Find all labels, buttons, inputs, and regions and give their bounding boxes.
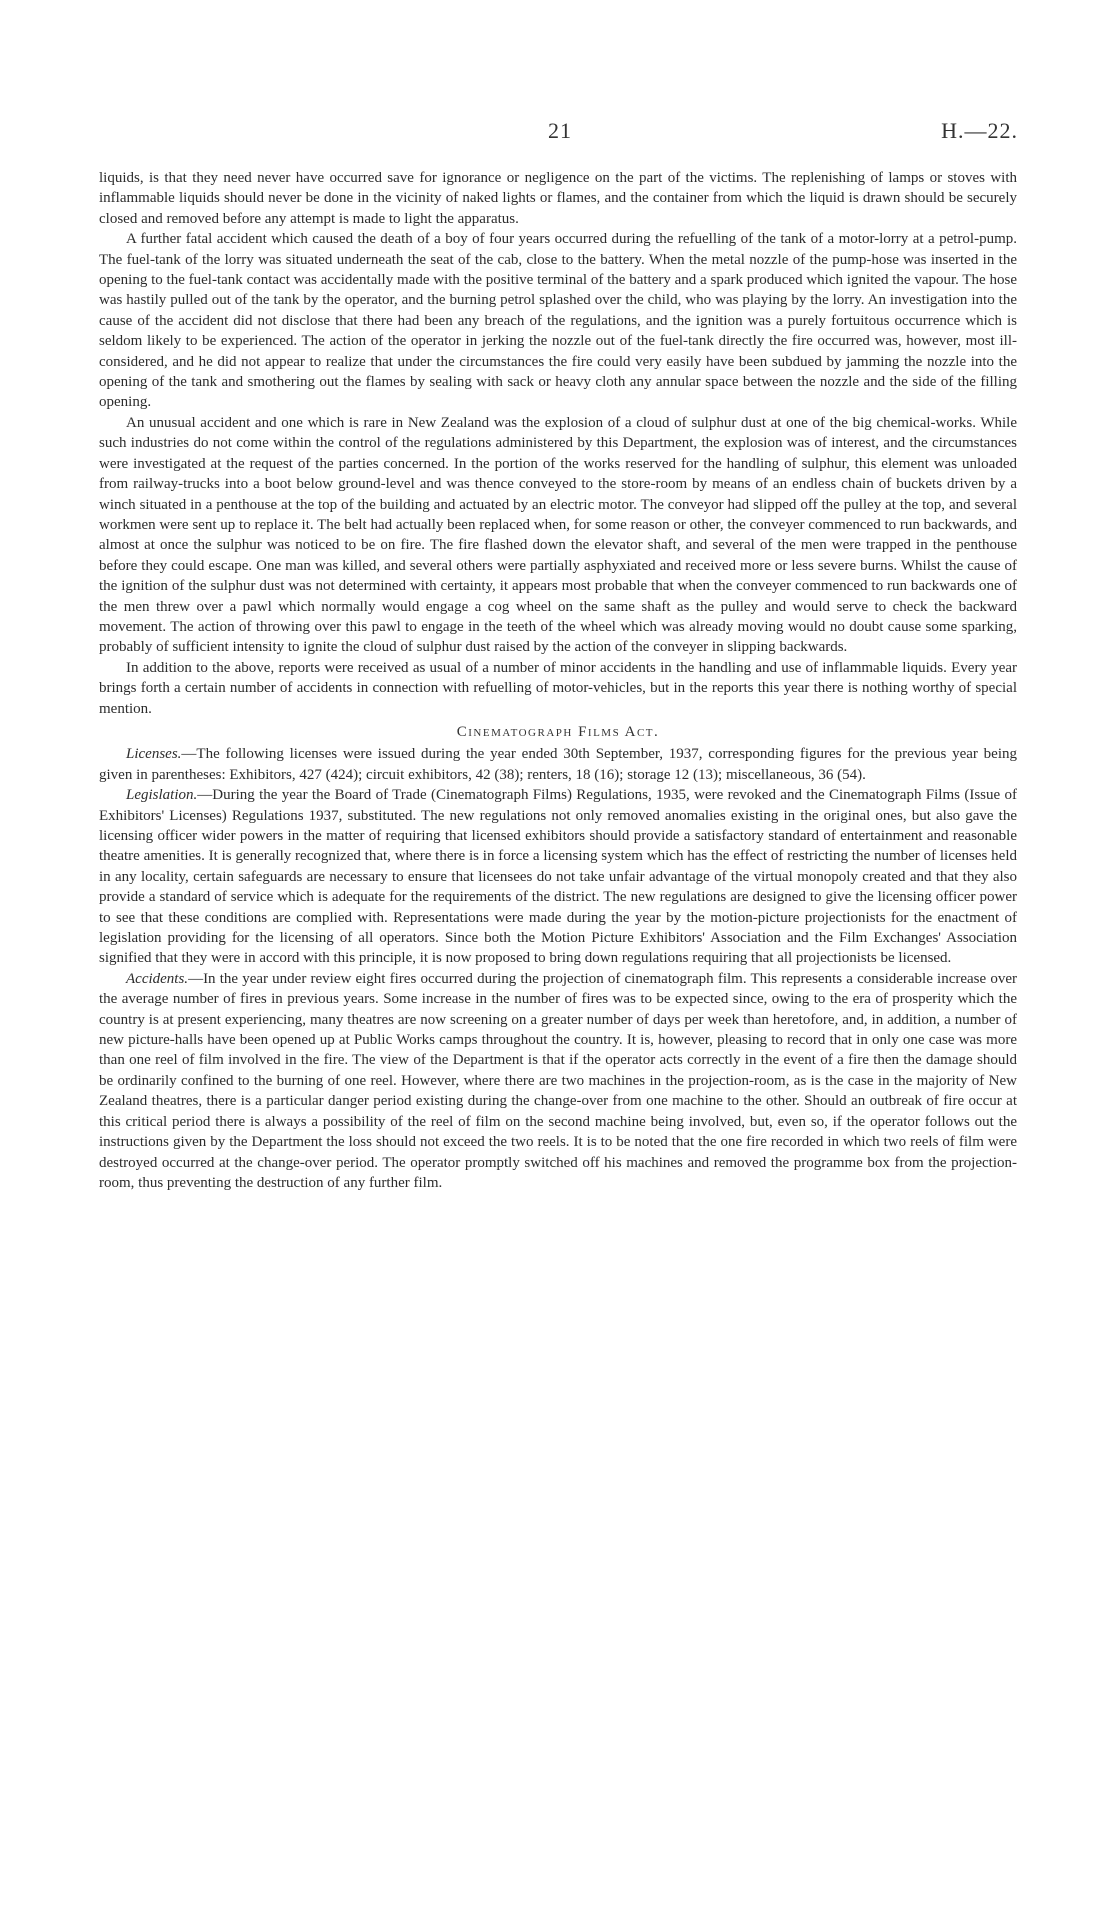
section-heading-cinematograph: Cinematograph Films Act.	[456, 723, 660, 740]
paragraph-sulphur-explosion: An unusual accident and one which is rare in New Zealand was the explosion of a cloud of sulphur dust at one of the big chemical-works. While such industries do not come within the control of the regulations administered by this Department, the explosion was of interest, and the circumstances were investigated at the request of the parties concerned. In the portion of the works reserved for the handling of sulphur, this element was unloaded from railway-trucks into a boot below ground-level and was thence conveyed to the store-room by means of an endless chain of buckets driven by a winch situated in a penthouse at the top of the building and actuated by an electric motor. The conveyor had slipped off the pulley at the top, and several workmen were sent up to replace it. The belt had actually been replaced when, for some reason or other, the conveyer commenced to run backwards, and almost at once the sulphur was noticed to be on fire. The fire flashed down the elevator shaft, and several of the men were trapped in the penthouse before they could escape. One man was killed, and several others were partially asphyxiated and received more or less severe burns. Whilst the cause of the ignition of the sulphur dust was not determined with certainty, it appears most probable that when the conveyer commenced to run backwards one of the men threw over a pawl which normally would engage a cog wheel on the same shaft as the pulley and would serve to check the backward movement. The action of throwing over this pawl to engage in the teeth of the wheel which was already moving would no doubt cause some sparking, probably of sufficient intensity to ignite the cloud of sulphur dust raised by the action of the conveyer in slipping backwards.	[99, 414, 1017, 656]
accidents-text: —In the year under review eight fires occurred during the projection of cinematograph film. This represents a considerable increase over the average number of fires in previous years. Some increase in the number of fires was to be expected since, owing to the era of prosperity which the country is at present experiencing, many theatres are now screening on a greater number of days per week than heretofore, and, in addition, a number of new picture-halls have been opened up at Public Works camps throughout the country. It is, however, pleasing to record that in only one case was more than one reel of film involved in the fire. The view of the Department is that if the operator acts correctly in the event of a fire then the damage should be ordinarily confined to the burning of one reel. However, where there are two machines in the projection-room, as is the case in the majority of New Zealand theatres, there is a particular danger period existing during the change-over from one machine to the other. Should an outbreak of fire occur at this critical period there is always a possibility of the reel of film on the second machine being involved, but, even so, if the operator follows out the instructions given by the Department the loss should not exceed the two reels. It is to be noted that the one fire recorded in which two reels of film were destroyed occurred at the change-over period. The operator promptly switched off his machines and removed the programme box from the projection-room, thus preventing the destruction of any further film.	[99, 970, 1017, 1191]
paragraph-continued: liquids, is that they need never have occurred save for ignorance or negligence on the part of the victims. The replenishing of lamps or stoves with inflammable liquids should never be done in the vicinity of naked lights or flames, and the container from which the liquid is drawn should be securely closed and removed before any attempt is made to light the apparatus.	[99, 170, 1017, 227]
legislation-lead: Legislation.	[126, 787, 198, 804]
legislation-text: —During the year the Board of Trade (Cinematograph Films) Regulations, 1935, were revoked and the Cinematograph Films (Issue of Exhibitors' Licenses) Regulations 1937, substituted. The new regulations not only removed anomalies existing in the original ones, but also gave the licensing officer wider powers in the matter of requiring that licensed exhibitors should provide a satisfactory standard of entertainment and reasonable theatre amenities. It is generally recognized that, where there is in force a licensing system which has the effect of restricting the number of licenses held in any locality, certain safeguards are necessary to ensure that licensees do not take unfair advantage of the virtual monopoly created and that they also provide a standard of service which is adequate for the requirements of the district. The new regulations are designed to give the licensing officer power to see that these conditions are complied with. Representations were made during the year by the motion-picture projectionists for the enactment of legislation providing for the licensing of all operators. Since both the Motion Picture Exhibitors' Association and the Film Exchanges' Association signified that they were in accord with this principle, it is now proposed to bring down regulations requiring that all projectionists be licensed.	[99, 787, 1017, 967]
licenses-text: —The following licenses were issued during the year ended 30th September, 1937, corresponding figures for the previous year being given in parentheses: Exhibitors, 427 (424); circuit exhibitors, 42 (38); renters, 18 (16); storage 12 (13); miscellaneous, 36 (54).	[99, 746, 1017, 783]
paragraph-minor-accidents: In addition to the above, reports were received as usual of a number of minor accidents in the handling and use of inflammable liquids. Every year brings forth a certain number of accidents in connection with refuelling of motor-vehicles, but in the reports this year there is nothing worthy of special mention.	[99, 659, 1017, 717]
document-reference: H.—22.	[941, 118, 1018, 143]
page-number: 21	[548, 118, 572, 143]
body-text	[99, 168, 1017, 1193]
paragraph-motor-lorry-accident: A further fatal accident which caused the death of a boy of four years occurred during the refuelling of the tank of a motor-lorry at a petrol-pump. The fuel-tank of the lorry was situated underneath the seat of the cab, close to the battery. When the metal nozzle of the pump-hose was inserted in the opening to the fuel-tank contact was accidentally made with the positive terminal of the battery and a spark produced which ignited the vapour. The hose was hastily pulled out of the tank by the operator, and the burning petrol splashed over the child, who was playing by the lorry. An investigation into the cause of the accident did not disclose that there had been any breach of the regulations, and the ignition was a purely fortuitous occurrence which is seldom likely to be experienced. The action of the operator in jerking the nozzle out of the fuel-tank directly the fire occurred was, however, most ill-considered, and he did not appear to realize that under the circumstances the fire could very easily have been subdued by jamming the nozzle into the opening of the tank and smothering out the flames by sealing with sack or heavy cloth any annular space between the nozzle and the side of the filling opening.	[99, 231, 1017, 411]
paragraph-accidents	[99, 969, 1017, 1193]
paragraph-legislation	[99, 785, 1017, 969]
licenses-lead: Licenses.	[126, 746, 182, 763]
accidents-lead: Accidents.	[126, 970, 189, 987]
paragraph-licenses	[99, 744, 1017, 785]
